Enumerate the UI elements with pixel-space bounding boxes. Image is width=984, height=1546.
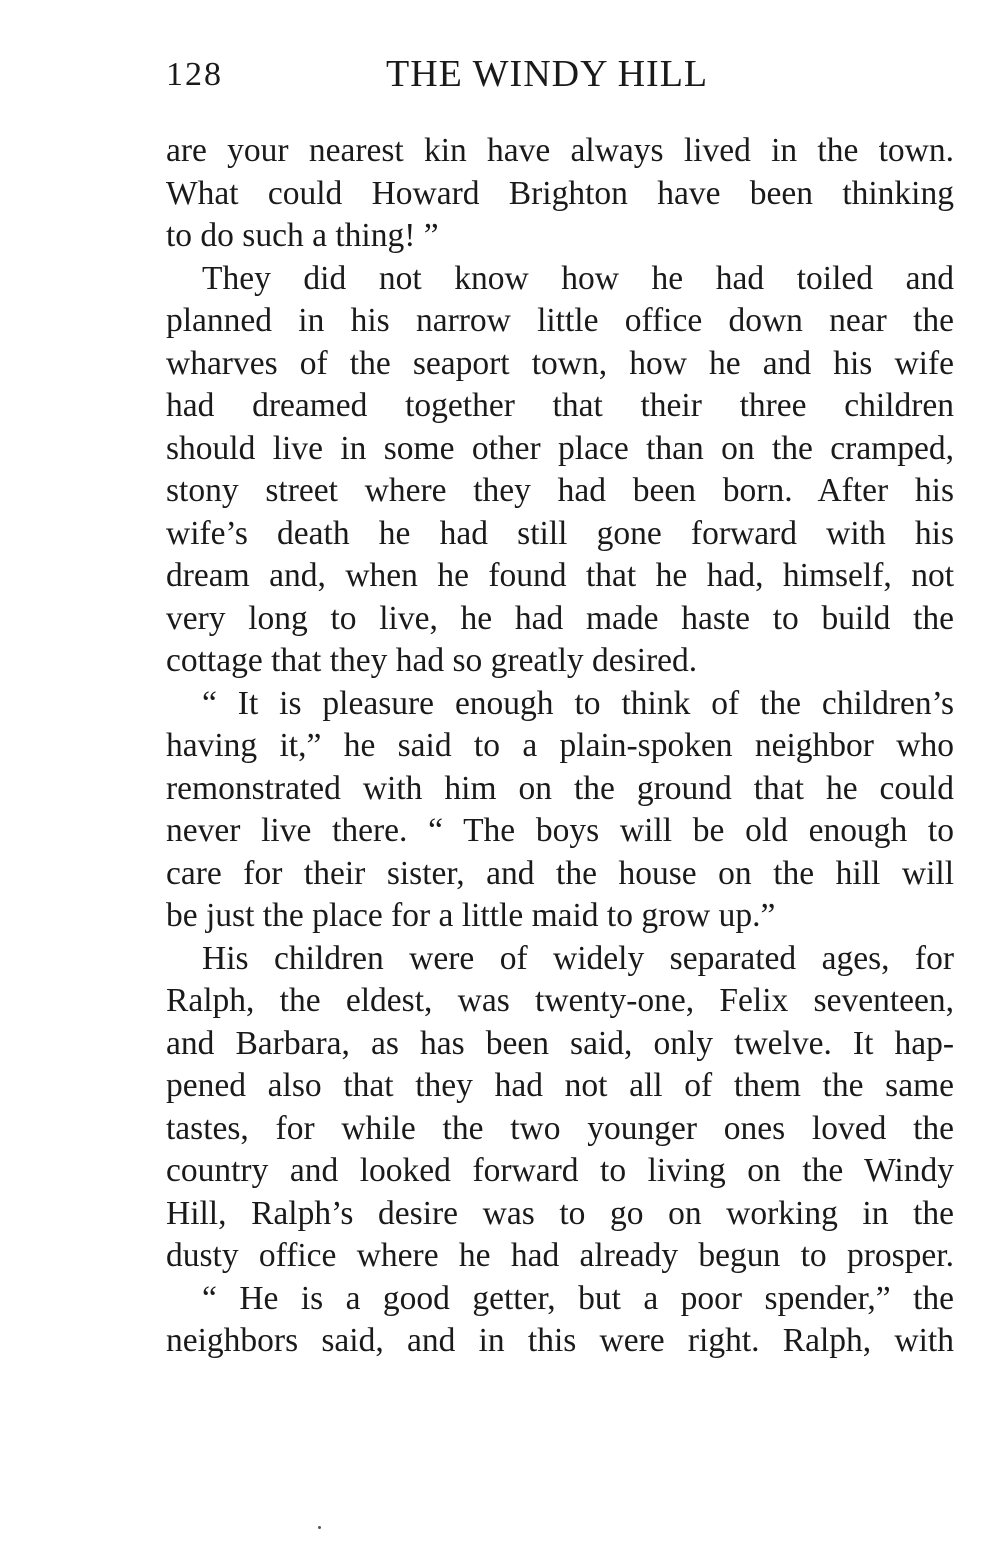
text-line: “ It is pleasure enough to think of the children’s [202,684,954,722]
page-number: 128 [166,56,223,93]
text-line: having it,” he said to a plain-spoken neighbor who [166,727,954,764]
text-line: had dreamed together that their three children [166,387,954,424]
text-line: be just the place for a little maid to grow up.” [166,897,776,934]
print-speck [318,1526,321,1529]
text-line: and Barbara, as has been said, only twelve. It hap- [166,1024,954,1062]
body-text [166,130,954,1363]
text-line: are your nearest kin have always lived in the town. [166,132,954,169]
text-line: country and looked forward to living on the Windy [166,1152,954,1189]
text-line: never live there. “ The boys will be old enough to [166,812,954,849]
running-title: THE WINDY HILL [386,53,709,95]
text-line: wife’s death he had still gone forward with his [166,514,954,552]
text-line: stony street where they had been born. After his [166,472,954,509]
text-line: dream and, when he found that he had, himself, not [166,557,954,594]
text-line: care for their sister, and the house on the hill will [166,854,954,892]
text-line: pened also that they had not all of them the same [166,1067,954,1104]
text-line: cottage that they had so greatly desired. [166,642,698,679]
text-line: very long to live, he had made haste to build the [166,599,954,637]
text-line: should live in some other place than on the cramped, [166,429,954,467]
text-line: tastes, for while the two younger ones loved the [166,1109,954,1147]
text-line: What could Howard Brighton have been thinking [166,174,954,212]
text-line: Hill, Ralph’s desire was to go on working in the [166,1194,954,1232]
text-line: Ralph, the eldest, was twenty-one, Felix seventeen, [166,982,954,1019]
text-line: His children were of widely separated ages, for [202,939,954,977]
text-line: to do such a thing! ” [166,217,439,254]
text-line: planned in his narrow little office down near the [166,302,954,339]
text-line: neighbors said, and in this were right. Ralph, with [166,1322,954,1359]
text-line: “ He is a good getter, but a poor spender,” the [202,1279,954,1317]
text-line: remonstrated with him on the ground that he could [166,769,954,807]
text-line: dusty office where he had already begun to prosper. [166,1237,954,1274]
page-header [166,53,954,106]
text-line: wharves of the seaport town, how he and his wife [166,344,954,382]
text-line: They did not know how he had toiled and [202,259,954,297]
